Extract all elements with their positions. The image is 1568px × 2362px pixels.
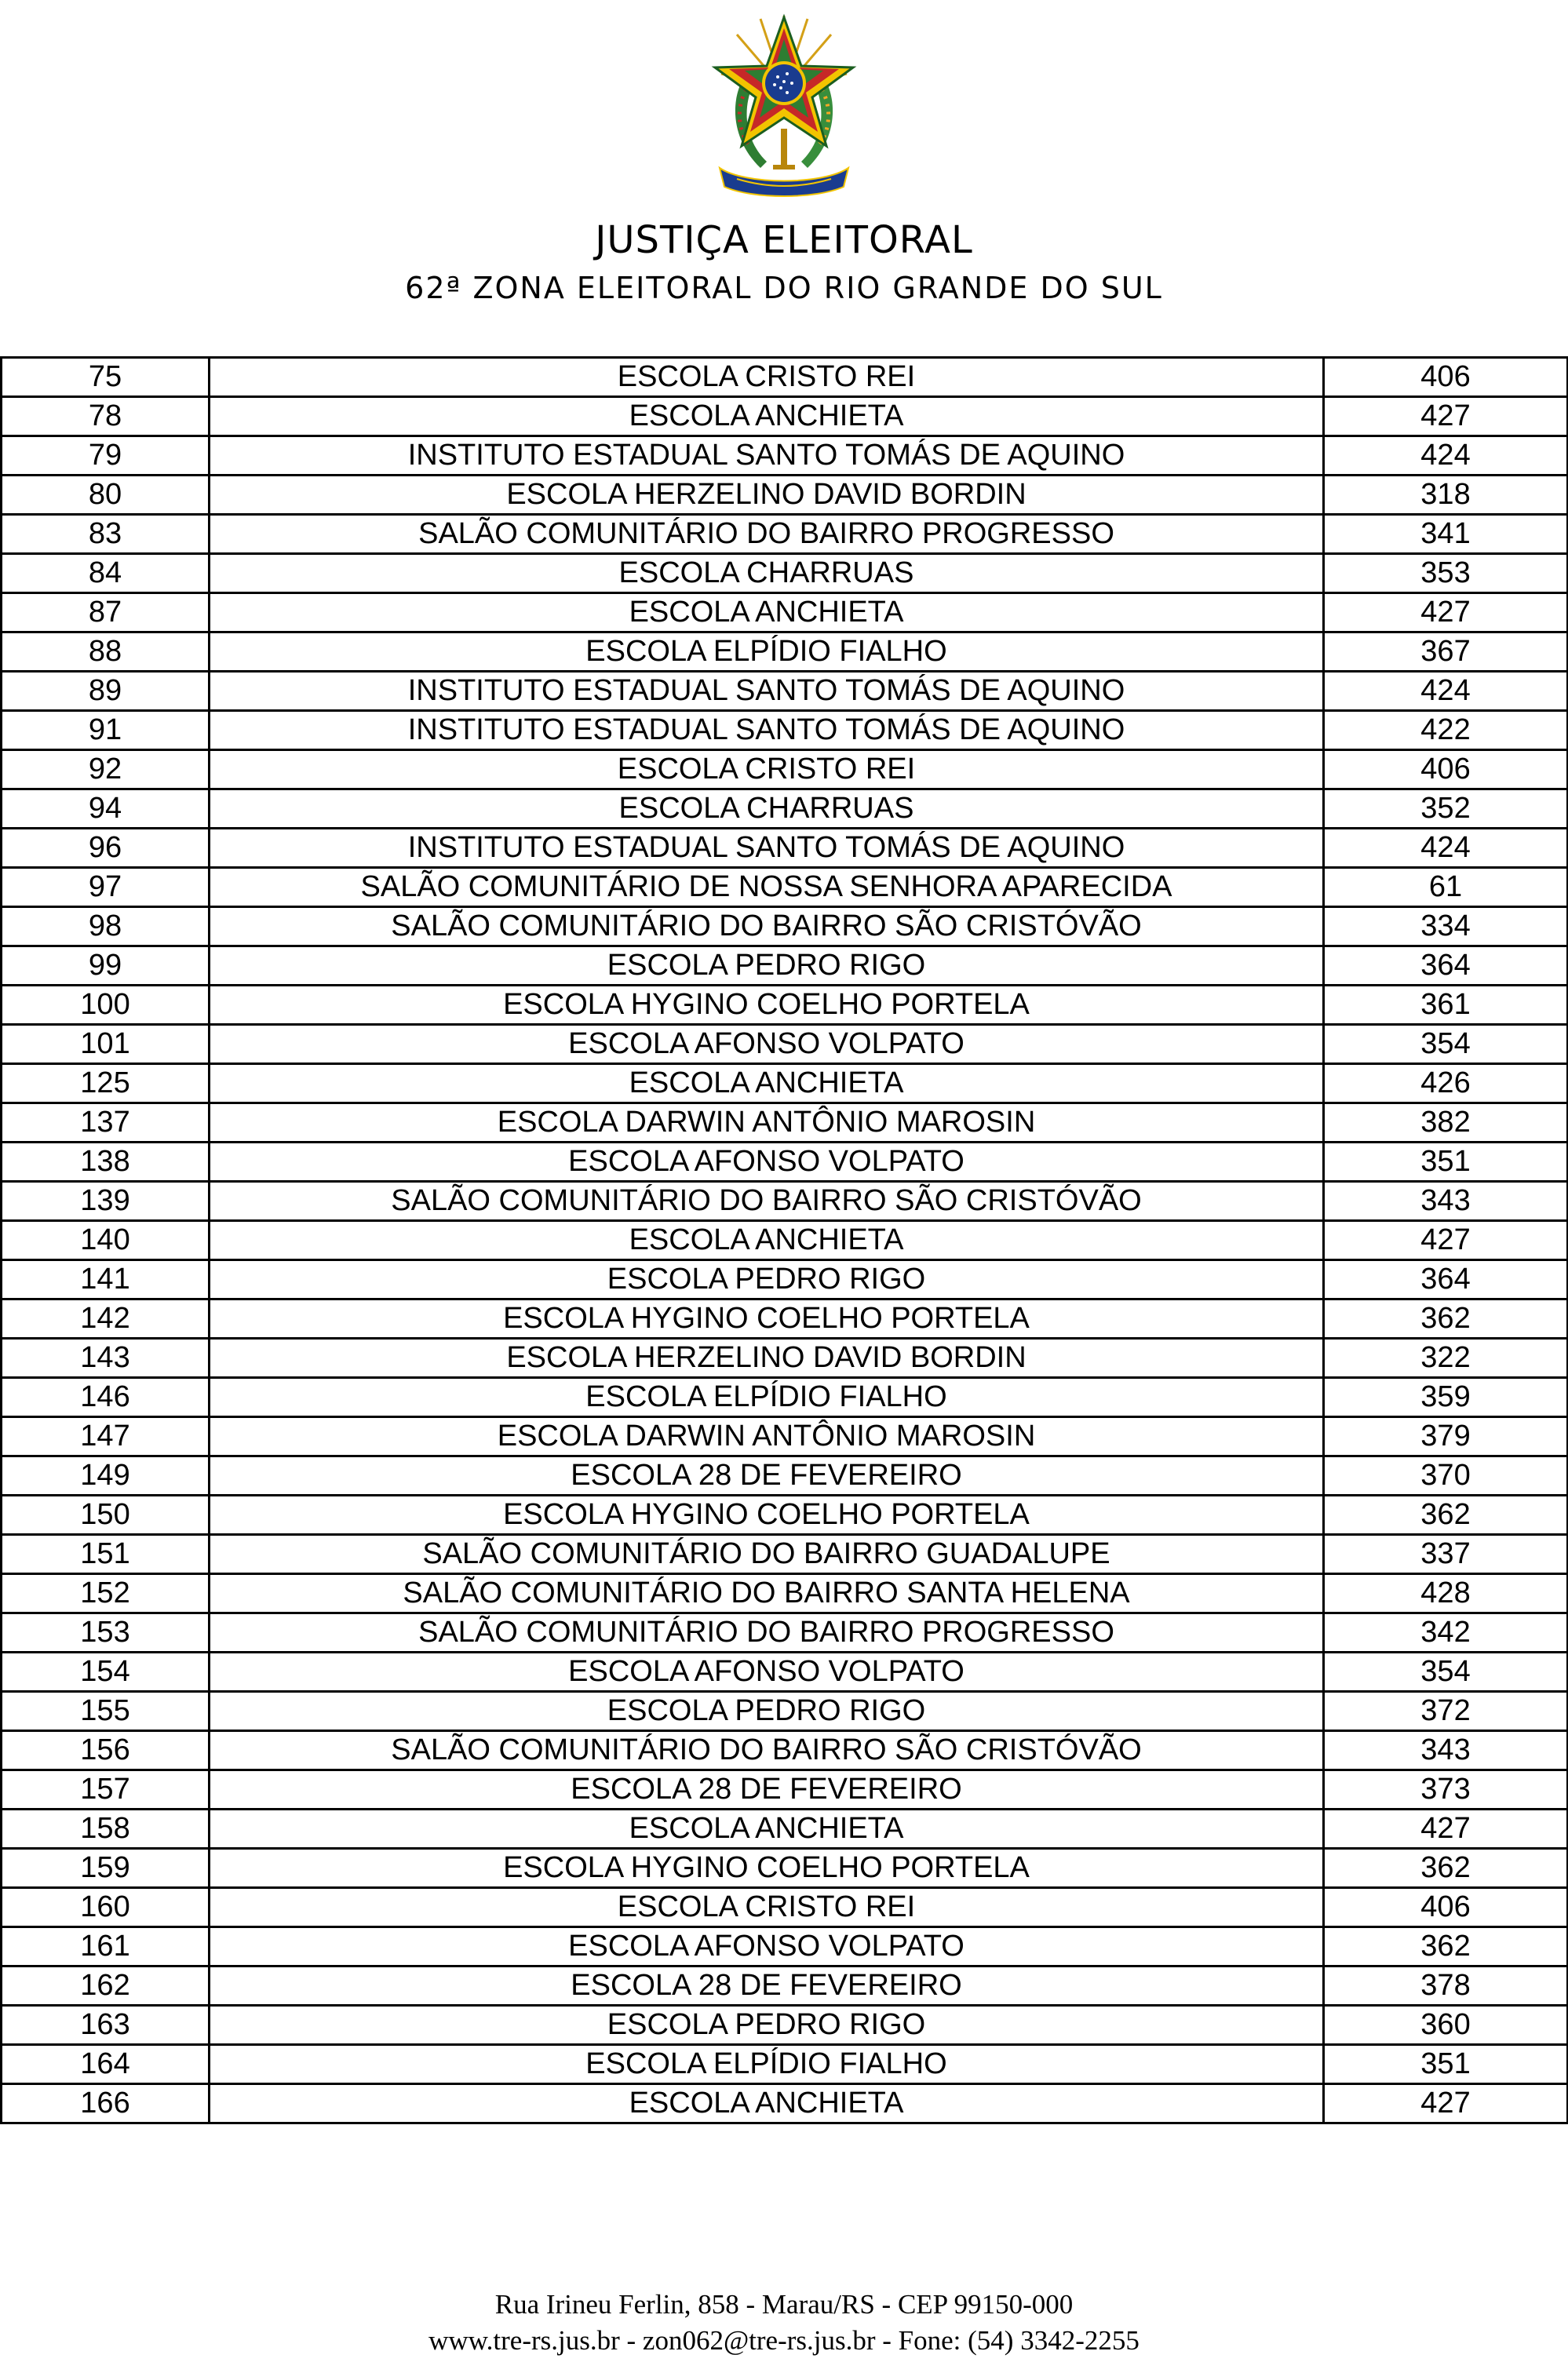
- section-number-cell: 142: [2, 1299, 210, 1339]
- voter-count-cell: 427: [1324, 593, 1568, 632]
- voter-count-cell: 424: [1324, 829, 1568, 868]
- table-row: [2, 358, 1568, 397]
- table-row: [2, 1339, 1568, 1378]
- section-number-cell: 87: [2, 593, 210, 632]
- table-row: [2, 593, 1568, 632]
- voter-count-cell: 427: [1324, 397, 1568, 436]
- table-row: [2, 1103, 1568, 1143]
- polling-place-cell: ESCOLA HYGINO COELHO PORTELA: [210, 1496, 1324, 1535]
- polling-place-cell: INSTITUTO ESTADUAL SANTO TOMÁS DE AQUINO: [210, 829, 1324, 868]
- section-number-cell: 97: [2, 868, 210, 907]
- voter-count-cell: 422: [1324, 711, 1568, 750]
- voter-count-cell: 353: [1324, 554, 1568, 593]
- section-number-cell: 146: [2, 1378, 210, 1417]
- voter-count-cell: 426: [1324, 1064, 1568, 1103]
- voter-count-cell: 427: [1324, 1810, 1568, 1849]
- section-number-cell: 154: [2, 1653, 210, 1692]
- polling-place-cell: ESCOLA CRISTO REI: [210, 358, 1324, 397]
- voter-count-cell: 351: [1324, 2045, 1568, 2084]
- voter-count-cell: 360: [1324, 2006, 1568, 2045]
- section-number-cell: 100: [2, 986, 210, 1025]
- section-number-cell: 75: [2, 358, 210, 397]
- voter-count-cell: 352: [1324, 789, 1568, 829]
- section-number-cell: 163: [2, 2006, 210, 2045]
- voter-count-cell: 379: [1324, 1417, 1568, 1456]
- table-row: [2, 476, 1568, 515]
- voter-count-cell: 378: [1324, 1967, 1568, 2006]
- polling-place-cell: SALÃO COMUNITÁRIO DO BAIRRO SÃO CRISTÓVÃO: [210, 1731, 1324, 1770]
- table-row: [2, 1927, 1568, 1967]
- table-row: [2, 750, 1568, 789]
- polling-place-cell: ESCOLA DARWIN ANTÔNIO MAROSIN: [210, 1103, 1324, 1143]
- section-number-cell: 156: [2, 1731, 210, 1770]
- court-name: JUSTIÇA ELEITORAL: [595, 218, 973, 262]
- polling-place-cell: ESCOLA 28 DE FEVEREIRO: [210, 1456, 1324, 1496]
- polling-place-cell: ESCOLA CRISTO REI: [210, 750, 1324, 789]
- voter-count-cell: 367: [1324, 632, 1568, 672]
- section-number-cell: 155: [2, 1692, 210, 1731]
- section-number-cell: 153: [2, 1613, 210, 1653]
- polling-place-cell: ESCOLA CRISTO REI: [210, 1888, 1324, 1927]
- table-row: [2, 554, 1568, 593]
- voter-count-cell: 362: [1324, 1496, 1568, 1535]
- table-row: [2, 1221, 1568, 1260]
- section-number-cell: 99: [2, 946, 210, 986]
- table-row: [2, 1496, 1568, 1535]
- polling-place-cell: ESCOLA AFONSO VOLPATO: [210, 1143, 1324, 1182]
- section-number-cell: 161: [2, 1927, 210, 1967]
- table-row: [2, 1064, 1568, 1103]
- section-number-cell: 164: [2, 2045, 210, 2084]
- voter-count-cell: 424: [1324, 436, 1568, 476]
- voter-count-cell: 359: [1324, 1378, 1568, 1417]
- voter-count-cell: 362: [1324, 1849, 1568, 1888]
- voter-count-cell: 372: [1324, 1692, 1568, 1731]
- section-number-cell: 79: [2, 436, 210, 476]
- section-number-cell: 92: [2, 750, 210, 789]
- footer-address: Rua Irineu Ferlin, 858 - Marau/RS - CEP 99150-000: [494, 2289, 1074, 2320]
- table-row: [2, 946, 1568, 986]
- table-row: [2, 711, 1568, 750]
- section-number-cell: 157: [2, 1770, 210, 1810]
- polling-place-cell: ESCOLA HYGINO COELHO PORTELA: [210, 986, 1324, 1025]
- section-number-cell: 94: [2, 789, 210, 829]
- section-number-cell: 149: [2, 1456, 210, 1496]
- section-number-cell: 141: [2, 1260, 210, 1299]
- section-number-cell: 138: [2, 1143, 210, 1182]
- table-row: [2, 789, 1568, 829]
- polling-place-cell: SALÃO COMUNITÁRIO DO BAIRRO GUADALUPE: [210, 1535, 1324, 1574]
- polling-place-cell: ESCOLA PEDRO RIGO: [210, 1260, 1324, 1299]
- voter-count-cell: 370: [1324, 1456, 1568, 1496]
- table-row: [2, 1810, 1568, 1849]
- voter-count-cell: 318: [1324, 476, 1568, 515]
- table-row: [2, 1770, 1568, 1810]
- voter-count-cell: 424: [1324, 672, 1568, 711]
- section-number-cell: 143: [2, 1339, 210, 1378]
- polling-place-cell: ESCOLA ELPÍDIO FIALHO: [210, 2045, 1324, 2084]
- voter-count-cell: 362: [1324, 1299, 1568, 1339]
- polling-place-cell: ESCOLA ANCHIETA: [210, 1064, 1324, 1103]
- voter-count-cell: 428: [1324, 1574, 1568, 1613]
- voter-count-cell: 61: [1324, 868, 1568, 907]
- table-row: [2, 1967, 1568, 2006]
- polling-place-cell: ESCOLA HERZELINO DAVID BORDIN: [210, 476, 1324, 515]
- zone-name: 62ª ZONA ELEITORAL DO RIO GRANDE DO SUL: [405, 271, 1163, 305]
- table-row: [2, 1731, 1568, 1770]
- section-number-cell: 147: [2, 1417, 210, 1456]
- table-row: [2, 1299, 1568, 1339]
- section-number-cell: 160: [2, 1888, 210, 1927]
- table-row: [2, 1653, 1568, 1692]
- table-row: [2, 986, 1568, 1025]
- voter-count-cell: 322: [1324, 1339, 1568, 1378]
- table-row: [2, 1378, 1568, 1417]
- footer-contacts: www.tre-rs.jus.br - zon062@tre-rs.jus.br - Fone: (54) 3342-2255: [428, 2325, 1140, 2356]
- voter-count-cell: 406: [1324, 750, 1568, 789]
- table-row: [2, 2045, 1568, 2084]
- section-number-cell: 78: [2, 397, 210, 436]
- polling-place-cell: SALÃO COMUNITÁRIO DE NOSSA SENHORA APARECIDA: [210, 868, 1324, 907]
- polling-place-cell: ESCOLA AFONSO VOLPATO: [210, 1653, 1324, 1692]
- table-row: [2, 1888, 1568, 1927]
- voter-count-cell: 351: [1324, 1143, 1568, 1182]
- polling-place-cell: ESCOLA HYGINO COELHO PORTELA: [210, 1299, 1324, 1339]
- polling-place-cell: ESCOLA 28 DE FEVEREIRO: [210, 1770, 1324, 1810]
- section-number-cell: 152: [2, 1574, 210, 1613]
- brazil-coat-of-arms-icon: [706, 11, 862, 199]
- section-number-cell: 84: [2, 554, 210, 593]
- table-row: [2, 397, 1568, 436]
- voter-count-cell: 337: [1324, 1535, 1568, 1574]
- polling-place-cell: SALÃO COMUNITÁRIO DO BAIRRO SÃO CRISTÓVÃO: [210, 907, 1324, 946]
- polling-place-cell: ESCOLA AFONSO VOLPATO: [210, 1025, 1324, 1064]
- section-number-cell: 88: [2, 632, 210, 672]
- table-row: [2, 515, 1568, 554]
- section-number-cell: 151: [2, 1535, 210, 1574]
- voter-count-cell: 361: [1324, 986, 1568, 1025]
- polling-place-cell: SALÃO COMUNITÁRIO DO BAIRRO PROGRESSO: [210, 1613, 1324, 1653]
- polling-place-cell: ESCOLA PEDRO RIGO: [210, 1692, 1324, 1731]
- voter-count-cell: 427: [1324, 1221, 1568, 1260]
- voter-count-cell: 406: [1324, 358, 1568, 397]
- section-number-cell: 150: [2, 1496, 210, 1535]
- voter-count-cell: 373: [1324, 1770, 1568, 1810]
- polling-place-cell: ESCOLA DARWIN ANTÔNIO MAROSIN: [210, 1417, 1324, 1456]
- section-number-cell: 91: [2, 711, 210, 750]
- voter-count-cell: 334: [1324, 907, 1568, 946]
- polling-place-cell: ESCOLA HERZELINO DAVID BORDIN: [210, 1339, 1324, 1378]
- table-row: [2, 1456, 1568, 1496]
- section-number-cell: 83: [2, 515, 210, 554]
- polling-sections-table: [0, 356, 1568, 2124]
- voter-count-cell: 406: [1324, 1888, 1568, 1927]
- polling-place-cell: SALÃO COMUNITÁRIO DO BAIRRO SANTA HELENA: [210, 1574, 1324, 1613]
- polling-place-cell: ESCOLA PEDRO RIGO: [210, 946, 1324, 986]
- polling-place-cell: INSTITUTO ESTADUAL SANTO TOMÁS DE AQUINO: [210, 672, 1324, 711]
- table-row: [2, 632, 1568, 672]
- voter-count-cell: 364: [1324, 946, 1568, 986]
- section-number-cell: 101: [2, 1025, 210, 1064]
- table-row: [2, 436, 1568, 476]
- polling-place-cell: ESCOLA CHARRUAS: [210, 554, 1324, 593]
- section-number-cell: 96: [2, 829, 210, 868]
- section-number-cell: 166: [2, 2084, 210, 2123]
- polling-place-cell: ESCOLA ANCHIETA: [210, 2084, 1324, 2123]
- section-number-cell: 139: [2, 1182, 210, 1221]
- polling-place-cell: ESCOLA CHARRUAS: [210, 789, 1324, 829]
- polling-place-cell: ESCOLA ANCHIETA: [210, 397, 1324, 436]
- polling-place-cell: ESCOLA ANCHIETA: [210, 593, 1324, 632]
- section-number-cell: 158: [2, 1810, 210, 1849]
- section-number-cell: 98: [2, 907, 210, 946]
- voter-count-cell: 343: [1324, 1182, 1568, 1221]
- section-number-cell: 125: [2, 1064, 210, 1103]
- polling-place-cell: SALÃO COMUNITÁRIO DO BAIRRO SÃO CRISTÓVÃO: [210, 1182, 1324, 1221]
- polling-place-cell: ESCOLA ANCHIETA: [210, 1221, 1324, 1260]
- polling-place-cell: ESCOLA ELPÍDIO FIALHO: [210, 1378, 1324, 1417]
- polling-place-cell: ESCOLA 28 DE FEVEREIRO: [210, 1967, 1324, 2006]
- section-number-cell: 137: [2, 1103, 210, 1143]
- voter-count-cell: 342: [1324, 1613, 1568, 1653]
- voter-count-cell: 382: [1324, 1103, 1568, 1143]
- section-number-cell: 159: [2, 1849, 210, 1888]
- polling-place-cell: ESCOLA HYGINO COELHO PORTELA: [210, 1849, 1324, 1888]
- section-number-cell: 80: [2, 476, 210, 515]
- polling-place-cell: SALÃO COMUNITÁRIO DO BAIRRO PROGRESSO: [210, 515, 1324, 554]
- table-row: [2, 1260, 1568, 1299]
- table-row: [2, 1025, 1568, 1064]
- table-row: [2, 1692, 1568, 1731]
- voter-count-cell: 354: [1324, 1025, 1568, 1064]
- table-row: [2, 2084, 1568, 2123]
- voter-count-cell: 341: [1324, 515, 1568, 554]
- table-row: [2, 1613, 1568, 1653]
- section-number-cell: 162: [2, 1967, 210, 2006]
- table-row: [2, 829, 1568, 868]
- polling-place-cell: ESCOLA AFONSO VOLPATO: [210, 1927, 1324, 1967]
- polling-place-cell: INSTITUTO ESTADUAL SANTO TOMÁS DE AQUINO: [210, 711, 1324, 750]
- table-row: [2, 1417, 1568, 1456]
- polling-place-cell: ESCOLA ELPÍDIO FIALHO: [210, 632, 1324, 672]
- voter-count-cell: 427: [1324, 2084, 1568, 2123]
- polling-place-cell: ESCOLA ANCHIETA: [210, 1810, 1324, 1849]
- table-row: [2, 1574, 1568, 1613]
- document-header: [0, 0, 1568, 345]
- polling-place-cell: INSTITUTO ESTADUAL SANTO TOMÁS DE AQUINO: [210, 436, 1324, 476]
- polling-place-cell: ESCOLA PEDRO RIGO: [210, 2006, 1324, 2045]
- section-number-cell: 89: [2, 672, 210, 711]
- table-row: [2, 1535, 1568, 1574]
- section-number-cell: 140: [2, 1221, 210, 1260]
- table-row: [2, 907, 1568, 946]
- table-row: [2, 2006, 1568, 2045]
- table-row: [2, 868, 1568, 907]
- table-row: [2, 1849, 1568, 1888]
- table-body: [2, 358, 1568, 2123]
- table-row: [2, 1182, 1568, 1221]
- voter-count-cell: 362: [1324, 1927, 1568, 1967]
- voter-count-cell: 354: [1324, 1653, 1568, 1692]
- voter-count-cell: 364: [1324, 1260, 1568, 1299]
- table-row: [2, 1143, 1568, 1182]
- table-row: [2, 672, 1568, 711]
- voter-count-cell: 343: [1324, 1731, 1568, 1770]
